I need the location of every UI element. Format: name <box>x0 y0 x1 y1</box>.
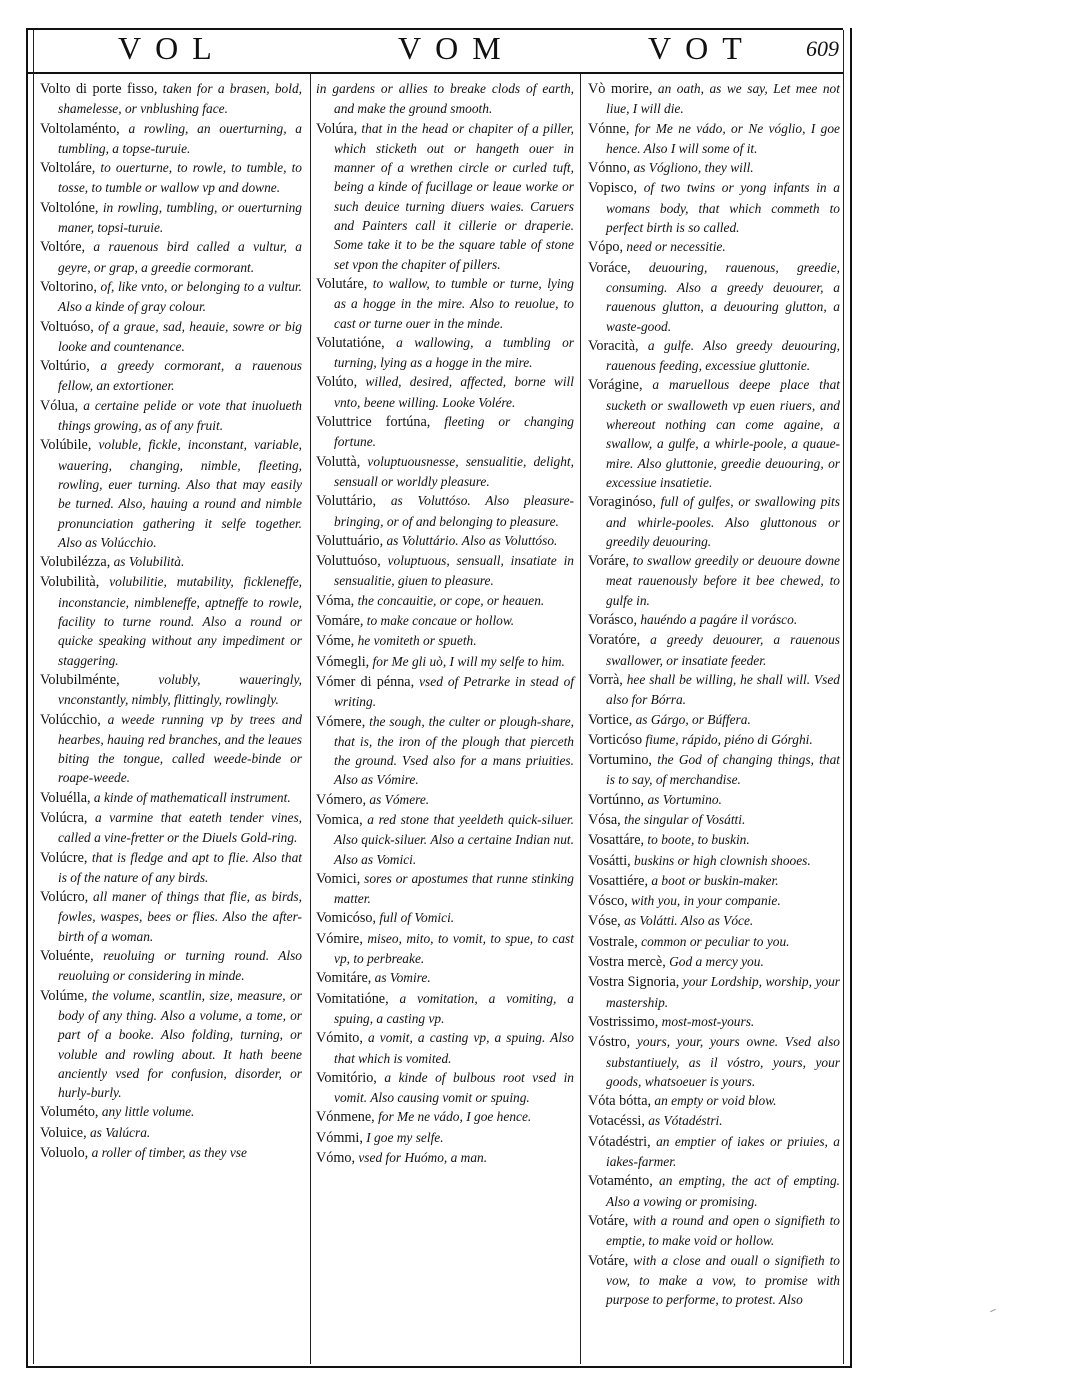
entry-definition: the singular of Vosátti. <box>620 811 746 827</box>
entry-definition: in gardens or allies to breake clods of earth, and make the ground smooth. <box>316 81 574 117</box>
entry-headword: Voratóre, <box>588 632 641 649</box>
entry-headword: Votacéssi, <box>588 1113 645 1130</box>
entry-definition: an emptier of iakes or priuies, a iakes-farmer. <box>606 1133 840 1170</box>
entry-headword: Voluttuóso, <box>316 553 381 570</box>
dictionary-entry <box>588 610 840 630</box>
entry-definition: a weede running vp by trees and hearbes, hauing red branches, and the leaues biting the tongue, called weede-binde or roape-weede. <box>58 711 302 786</box>
entry-headword: Voltolóne, <box>40 199 99 216</box>
dictionary-entry <box>588 158 840 178</box>
dictionary-entry <box>316 1148 574 1168</box>
entry-headword: Volubilménte, <box>40 671 120 688</box>
running-head-right: VOT <box>648 30 756 66</box>
entry-definition: hauéndo a pagáre il vorásco. <box>637 612 798 628</box>
entry-headword: Vostra mercè, <box>588 954 666 971</box>
dictionary-entry <box>316 372 574 412</box>
dictionary-entry <box>40 198 302 238</box>
entry-definition: a greedy cormorant, a rauenous fellow, an extortioner. <box>58 358 302 394</box>
entry-headword: Votaménto, <box>588 1173 653 1190</box>
entry-headword: Votáre, <box>588 1252 629 1269</box>
dictionary-entry <box>40 1143 302 1163</box>
entry-headword: Vómegli, <box>316 653 370 670</box>
entry-headword: Vosátti, <box>588 852 631 869</box>
dictionary-entry <box>588 1211 840 1251</box>
dictionary-entry <box>588 258 840 336</box>
entry-definition: a boot or buskin-maker. <box>648 872 779 888</box>
entry-headword: Volutatióne, <box>316 334 385 351</box>
entry-definition: for Me ne vádo, or Ne vóglio, I goe hence. Also I will some of it. <box>606 120 840 156</box>
column-left <box>40 79 302 1163</box>
dictionary-entry <box>316 591 574 611</box>
entry-headword: Vosattáre, <box>588 832 645 849</box>
dictionary-entry <box>316 1107 574 1127</box>
frame-inner-left-rule <box>33 30 34 1364</box>
entry-headword: Volúcchio, <box>40 711 101 728</box>
dictionary-entry <box>316 1128 574 1148</box>
entry-definition: a greedy deuourer, a rauenous swallower, or insatiate feeder. <box>606 632 840 668</box>
entry-definition: deuouring, rauenous, greedie, consuming. Also a greedy deuourer, a rauenous glutton, a deuouring glutton, a waste-good. <box>606 259 840 334</box>
entry-definition: full of gulfes, or swallowing pits and whirle-pooles. Also gluttonous or greedily deuouring. <box>606 494 840 549</box>
dictionary-entry <box>588 119 840 159</box>
dictionary-entry <box>588 750 840 790</box>
dictionary-entry <box>588 972 840 1012</box>
dictionary-entry <box>316 989 574 1029</box>
dictionary-entry <box>40 158 302 198</box>
dictionary-entry <box>40 670 302 710</box>
entry-headword: Voráre, <box>588 553 630 570</box>
dictionary-entry <box>588 932 840 952</box>
entry-definition: fleeting or changing fortune. <box>334 414 574 450</box>
entry-headword: Volúto, <box>316 374 358 391</box>
entry-definition: vsed for Huómo, a man. <box>355 1150 488 1166</box>
entry-headword: Vóstro, <box>588 1034 631 1051</box>
entry-headword: Vómmi, <box>316 1129 363 1146</box>
dictionary-entry <box>40 119 302 159</box>
entry-headword: Voluolo, <box>40 1145 89 1162</box>
entry-headword: Vómere, <box>316 713 366 730</box>
column-divider <box>580 74 581 1364</box>
dictionary-entry <box>316 652 574 672</box>
entry-headword: Volúra, <box>316 120 358 137</box>
frame-bottom-rule <box>26 1366 852 1368</box>
entry-definition: the sough, the culter or plough-share, that is, the iron of the plough that pierceth the ground. Vsed also for a mans priuities. Also as Vómire. <box>334 713 574 788</box>
entry-headword: Volúcre, <box>40 849 88 866</box>
running-head-left: VOL <box>118 30 226 66</box>
entry-definition: the concauitie, or cope, or heauen. <box>354 592 545 608</box>
dictionary-entry <box>588 336 840 376</box>
entry-headword: Voráce, <box>588 259 631 276</box>
entry-headword: Vóme, <box>316 633 355 650</box>
dictionary-entry <box>588 1091 840 1111</box>
entry-definition: as Voluttário. Also as Voluttóso. <box>383 532 558 548</box>
entry-definition: a kinde of mathematicall instrument. <box>90 789 291 805</box>
entry-definition: as Vótadéstri. <box>644 1113 723 1129</box>
dictionary-entry <box>316 491 574 531</box>
entry-definition: as Voluttóso. Also pleasure-bringing, or of and belonging to pleasure. <box>334 493 574 529</box>
dictionary-entry <box>316 531 574 551</box>
entry-headword: Vómire, <box>316 930 363 947</box>
entry-definition: yours, your, yours owne. Vsed also substantiuely, as il vóstro, yours, your goods, whatsoeuer is yours. <box>606 1034 840 1089</box>
entry-definition: a vomit, a casting vp, a spuing. Also that which is vomited. <box>334 1030 574 1066</box>
entry-definition: as Vortumino. <box>644 791 722 807</box>
entry-headword: Voraginóso, <box>588 494 656 511</box>
dictionary-entry <box>316 452 574 492</box>
entry-definition: that in the head or chapiter of a piller, which sticketh out or hangeth ouer in manner of a wrethen circle or curled tuft, being a kinde of fucillage or leaue worke or such deuice turning diuers waies. Caruers and Painters call it cillerie or draperie. Some take it to be the square table of stone set vpon the chapiter of pillers. <box>334 120 574 272</box>
entry-headword: Volúcra, <box>40 809 88 826</box>
entry-definition: willed, desired, affected, borne will vnto, beene willing. Looke Volére. <box>334 374 574 410</box>
column-middle <box>316 79 574 1168</box>
entry-headword: Voltúrio, <box>40 358 90 375</box>
frame-inner-right-rule <box>843 30 844 1364</box>
dictionary-entry <box>316 790 574 810</box>
entry-definition: vsed of Petrarke in stead of writing. <box>334 673 574 710</box>
dictionary-entry <box>40 552 302 572</box>
entry-headword: Vomitatióne, <box>316 990 389 1007</box>
entry-headword: Volubilità, <box>40 574 100 591</box>
dictionary-entry <box>316 1068 574 1108</box>
entry-definition: need or necessitie. <box>623 239 726 255</box>
entry-definition: most-most-yours. <box>658 1013 755 1029</box>
entry-definition: common or peculiar to you. <box>637 933 790 949</box>
dictionary-entry <box>316 1028 574 1068</box>
entry-definition: God a mercy you. <box>665 954 764 970</box>
dictionary-entry <box>316 712 574 790</box>
dictionary-entry <box>316 869 574 909</box>
entry-definition: of two twins or yong infants in a womans body, that which commeth to perfect birth is so called. <box>606 180 840 236</box>
entry-definition: of a graue, sad, heauie, sowre or big looke and countenance. <box>58 318 302 354</box>
entry-definition: to make concaue or hollow. <box>363 613 515 629</box>
entry-headword: Vónno, <box>588 160 631 177</box>
dictionary-entry <box>588 670 840 710</box>
dictionary-entry <box>588 851 840 871</box>
entry-definition: as Volubilità. <box>110 554 185 570</box>
entry-headword: Vomitório, <box>316 1069 377 1086</box>
dictionary-entry <box>588 178 840 237</box>
dictionary-entry <box>40 356 302 396</box>
entry-headword: Voluméto, <box>40 1104 99 1121</box>
entry-headword: Vò morire, <box>588 81 653 97</box>
entry-definition: an oath, as we say, Let mee not liue, I will die. <box>606 81 840 117</box>
dictionary-entry <box>316 119 574 274</box>
entry-definition: with a round and open o signifieth to emptie, to make void or hollow. <box>606 1212 840 1249</box>
dictionary-entry <box>316 929 574 969</box>
entry-definition: miseo, mito, to vomit, to spue, to cast vp, to perbreake. <box>334 930 574 967</box>
dictionary-entry <box>588 810 840 830</box>
entry-headword: Vorásco, <box>588 612 637 629</box>
dictionary-entry <box>588 492 840 551</box>
entry-definition: I goe my selfe. <box>362 1129 444 1145</box>
entry-definition: sores or apostumes that runne stinking matter. <box>334 870 574 907</box>
dictionary-entry <box>588 237 840 257</box>
header-rule <box>28 72 843 74</box>
entry-definition: to wallow, to tumble or turne, lying as a hogge in the mire. Also to reuolue, to cast or turne ouer in the minde. <box>334 275 574 331</box>
dictionary-entry <box>316 672 574 712</box>
entry-definition: the God of changing things, that is to say, of merchandise. <box>606 752 840 788</box>
entry-definition: voluble, fickle, inconstant, variable, wauering, changing, nimble, fleeting, rowling, euer turning. Also that may easily be turned. Also, hauing a round and nimble pronunciation gathering it selfe together. Also as Volúcchio. <box>58 437 302 550</box>
entry-definition: as Volátti. Also as Vóce. <box>620 913 754 929</box>
entry-definition: as Gárgo, or Búffera. <box>632 711 751 727</box>
entry-headword: Vomáre, <box>316 613 364 630</box>
entry-headword: Vómero, <box>316 791 367 808</box>
dictionary-entry <box>588 1171 840 1211</box>
entry-headword: Volúbile, <box>40 437 92 454</box>
entry-headword: Vóma, <box>316 592 355 609</box>
entry-headword: Vomitáre, <box>316 970 372 987</box>
entry-headword: Vónmene, <box>316 1109 375 1126</box>
dictionary-entry <box>316 631 574 651</box>
entry-definition: as Vógliono, they will. <box>630 160 754 176</box>
dictionary-entry <box>40 317 302 357</box>
dictionary-entry <box>588 790 840 810</box>
dictionary-entry <box>40 1123 302 1143</box>
entry-headword: Vópo, <box>588 239 624 256</box>
entry-headword: Vorticóso <box>588 731 643 748</box>
entry-headword: Voltoláre, <box>40 160 96 177</box>
entry-headword: Vosattiére, <box>588 872 649 889</box>
entry-definition: a wallowing, a tumbling or turning, lying as a hogge in the mire. <box>334 334 574 371</box>
entry-definition: taken for a brasen, bold, shamelesse, or vnblushing face. <box>58 81 302 117</box>
entry-headword: Vomicóso, <box>316 910 377 927</box>
dictionary-entry <box>588 375 840 492</box>
entry-headword: Vortúnno, <box>588 791 645 808</box>
entry-definition: a rauenous bird called a vultur, a geyre, or grap, a greedie cormorant. <box>58 239 302 275</box>
entry-definition: to swallow greedily or deuoure downe meat rauenously before it bee chewed, to gulfe in. <box>606 553 840 608</box>
entry-headword: Volutáre, <box>316 275 368 292</box>
dictionary-entry <box>316 274 574 333</box>
entry-headword: Vostrale, <box>588 933 638 950</box>
entry-headword: Voluttuário, <box>316 532 384 549</box>
margin-mark <box>990 1309 996 1312</box>
dictionary-entry <box>40 887 302 946</box>
entry-headword: Voluttrice fortúna, <box>316 414 431 431</box>
dictionary-entry <box>40 710 302 788</box>
dictionary-entry <box>316 412 574 452</box>
entry-definition: a roller of timber, as they vse <box>88 1145 247 1161</box>
entry-definition: all maner of things that flie, as birds, fowles, waspes, bees or flies. Also the after-birth of a woman. <box>58 889 302 944</box>
entry-definition: a vomitation, a vomiting, a spuing, a casting vp. <box>334 990 574 1026</box>
entry-headword: Vómer di pénna, <box>316 673 415 690</box>
entry-headword: Vortumino, <box>588 752 652 769</box>
dictionary-entry <box>588 911 840 931</box>
entry-definition: volubilitie, mutability, fickleneffe, inconstancie, nimbleneffe, aptneffe to rowle, facility to turne round. Also a round or quicke speaking without any impediment or staggering. <box>58 574 302 668</box>
dictionary-entry <box>588 1111 840 1131</box>
entry-definition: a rowling, an ouerturning, a tumbling, a topse-turuie. <box>58 120 302 156</box>
entry-headword: Volúme, <box>40 987 88 1004</box>
dictionary-entry <box>40 396 302 436</box>
entry-definition: a gulfe. Also greedy deuouring, rauenous feeding, excessiue gluttonie. <box>606 337 840 374</box>
entry-headword: Voluice, <box>40 1124 87 1141</box>
entry-definition: any little volume. <box>98 1104 195 1120</box>
column-right <box>588 79 840 1309</box>
running-head-center: VOM <box>398 30 515 66</box>
entry-headword: Vósco, <box>588 893 628 910</box>
entry-headword: Voluénte, <box>40 948 94 965</box>
entry-headword: Votáre, <box>588 1212 629 1229</box>
dictionary-entry <box>40 277 302 317</box>
entry-definition: a kinde of bulbous root vsed in vomit. Also causing vomit or spuing. <box>334 1069 574 1106</box>
dictionary-entry <box>588 891 840 911</box>
entry-definition: a maruellous deepe place that sucketh or swalloweth vp euen riuers, and whereout nothing can come againe, a swallow, a gulfe, a whirle-poole, a quaue-mire. Also gluttonie, greedie deuouring, or excessiue insatietie. <box>606 377 840 490</box>
dictionary-entry <box>40 986 302 1103</box>
entry-headword: Vómito, <box>316 1030 363 1047</box>
dictionary-entry <box>316 968 574 988</box>
entry-headword: Vorrà, <box>588 671 623 688</box>
entry-headword: Voltóre, <box>40 239 86 256</box>
entry-headword: Vótadéstri, <box>588 1133 651 1150</box>
entry-headword: Voltorino, <box>40 278 97 295</box>
dictionary-entry <box>316 79 574 119</box>
dictionary-entry <box>588 952 840 972</box>
dictionary-entry <box>40 808 302 848</box>
dictionary-entry <box>40 237 302 277</box>
entry-definition: as Vomire. <box>371 970 431 986</box>
entry-definition: a certaine pelide or vote that inuolueth things growing, as of any fruit. <box>58 397 302 434</box>
entry-headword: Voluttário, <box>316 493 377 510</box>
dictionary-entry <box>40 946 302 986</box>
entry-definition: to boote, to buskin. <box>644 832 750 848</box>
dictionary-entry <box>588 1132 840 1172</box>
entry-definition: voluptuous, sensuall, insatiate in sensualitie, giuen to pleasure. <box>334 553 574 589</box>
entry-headword: Vónne, <box>588 120 630 137</box>
entry-definition: an empting, the act of empting. Also a vowing or promising. <box>606 1173 840 1209</box>
entry-definition: your Lordship, worship, your mastership. <box>606 974 840 1010</box>
entry-definition: buskins or high clownish shooes. <box>630 852 811 868</box>
entry-headword: Vopisco, <box>588 180 638 197</box>
dictionary-entry <box>588 1012 840 1032</box>
dictionary-entry <box>588 1032 840 1091</box>
column-divider <box>310 74 311 1364</box>
entry-definition: for Me gli uò, I will my selfe to him. <box>369 653 565 669</box>
entry-headword: Volubilézza, <box>40 554 111 571</box>
entry-definition: as Vómere. <box>366 791 430 807</box>
entry-definition: an empty or void blow. <box>651 1093 777 1109</box>
entry-headword: Vólua, <box>40 397 79 414</box>
entry-definition: with a close and ouall o signifieth to vow, to make a vow, to promise with purpose to performe, to protest. Also <box>606 1252 840 1308</box>
entry-definition: full of Vomici. <box>376 910 455 926</box>
entry-headword: Vortice, <box>588 711 633 728</box>
entry-headword: Vostrissimo, <box>588 1013 659 1030</box>
entry-definition: a varmine that eateth tender vines, called a vine-fretter or the Diuels Gold-ring. <box>58 809 302 846</box>
entry-definition: volubly, waueringly, vnconstantly, nimbly, flittingly, rowlingly. <box>58 671 302 708</box>
dictionary-entry <box>40 848 302 888</box>
entry-definition: to ouerturne, to rowle, to tumble, to tosse, to tumble or wallow vp and downe. <box>58 160 302 196</box>
entry-definition: he vomiteth or spueth. <box>354 633 477 649</box>
dictionary-entry <box>316 908 574 928</box>
dictionary-entry <box>588 79 840 119</box>
dictionary-entry <box>40 572 302 669</box>
entry-headword: Vómo, <box>316 1150 356 1167</box>
entry-headword: Vomici, <box>316 870 361 887</box>
entry-definition: with you, in your companie. <box>627 893 781 909</box>
entry-definition: for Me ne vádo, I goe hence. <box>374 1109 532 1125</box>
entry-headword: Vomica, <box>316 811 363 828</box>
entry-definition: of, like vnto, or belonging to a vultur. Also a kinde of gray colour. <box>58 278 302 315</box>
dictionary-entry <box>588 710 840 730</box>
entry-headword: Voracità, <box>588 337 639 354</box>
dictionary-entry <box>40 788 302 808</box>
entry-headword: Vóta bótta, <box>588 1093 652 1110</box>
entry-definition: a red stone that yeeldeth quick-siluer. Also quick-siluer. Also a certaine Indian nut. Also as Vomici. <box>334 811 574 867</box>
entry-headword: Volúcro, <box>40 889 89 906</box>
dictionary-entry <box>40 79 302 119</box>
entry-headword: Vorágine, <box>588 377 643 394</box>
entry-headword: Voltolaménto, <box>40 120 120 137</box>
entry-definition: the volume, scantlin, size, measure, or body of any thing. Also a volume, a tome, or part of a booke. Also folding, turning, or voluble and rowling about. It hath beene anciently vsed for confusion, disorder, or hurly-burly. <box>58 987 302 1101</box>
entry-definition: that is fledge and apt to flie. Also that is of the nature of any birds. <box>58 849 302 885</box>
dictionary-entry <box>316 810 574 869</box>
dictionary-entry <box>588 730 840 750</box>
entry-definition: reuoluing or turning round. Also reuoluing or considering in minde. <box>58 948 302 984</box>
entry-headword: Vostra Signoria, <box>588 974 680 991</box>
entry-headword: Volto di porte fisso, <box>40 81 158 97</box>
dictionary-entry <box>316 551 574 591</box>
entry-definition: hee shall be willing, he shall will. Vsed also for Bórra. <box>606 671 840 708</box>
page-number: 609 <box>806 36 839 61</box>
entry-definition: fiume, rápido, piéno di Górghi. <box>642 731 813 747</box>
entry-headword: Vóse, <box>588 913 621 930</box>
entry-headword: Voluélla, <box>40 789 91 806</box>
dictionary-entry <box>588 830 840 850</box>
entry-headword: Vósa, <box>588 811 621 828</box>
dictionary-entry <box>40 435 302 552</box>
dictionary-entry <box>588 551 840 610</box>
entry-definition: in rowling, tumbling, or ouerturning maner, topsi-turuie. <box>58 199 302 236</box>
entry-headword: Voltuóso, <box>40 318 94 335</box>
dictionary-entry <box>588 1251 840 1310</box>
dictionary-entry <box>316 333 574 373</box>
dictionary-entry <box>588 630 840 670</box>
entry-definition: voluptuousnesse, sensualitie, delight, sensuall or worldly pleasure. <box>334 453 574 489</box>
dictionary-entry <box>40 1102 302 1122</box>
entry-headword: Voluttà, <box>316 453 361 470</box>
dictionary-entry <box>588 871 840 891</box>
entry-definition: as Valúcra. <box>86 1124 151 1140</box>
dictionary-entry <box>316 611 574 631</box>
